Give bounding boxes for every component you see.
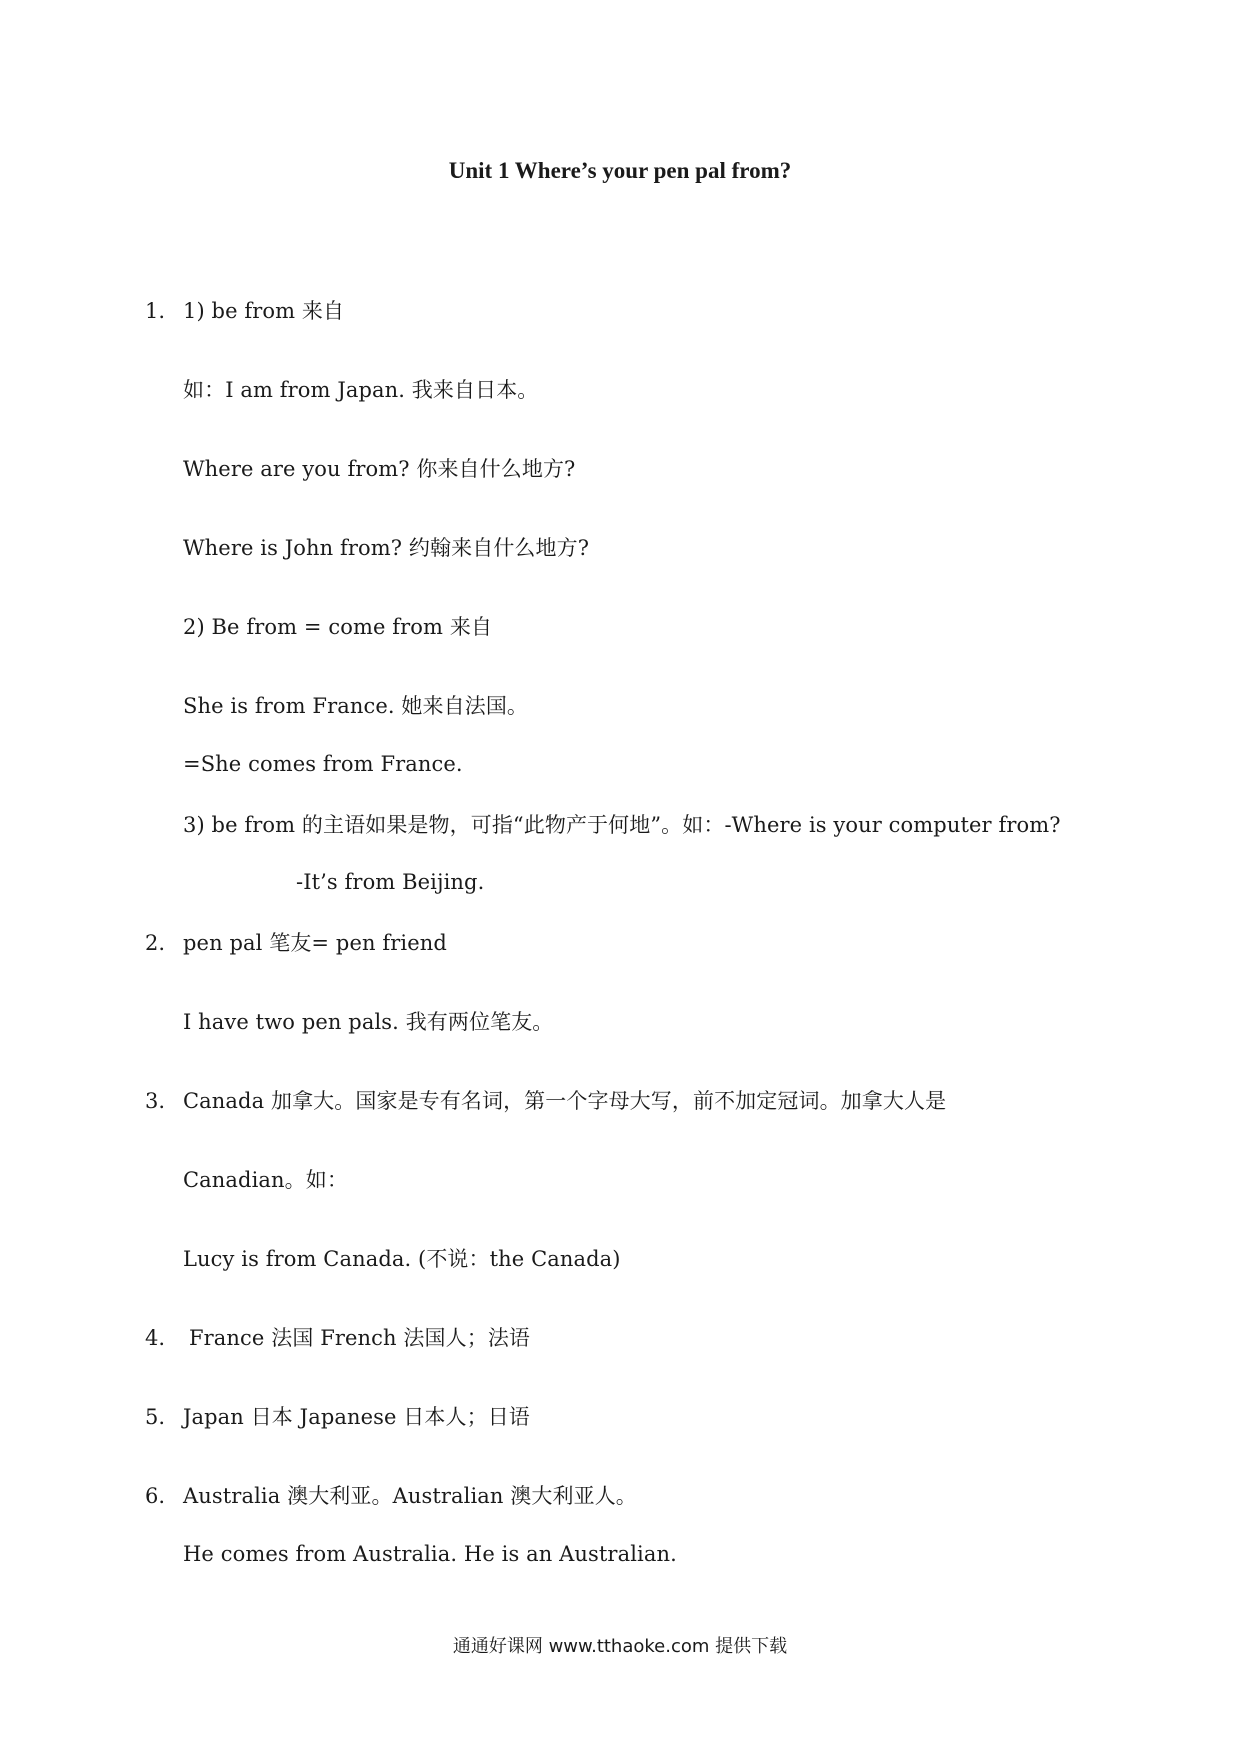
page-footer: 通通好课网 www.tthaoke.com 提供下载 — [452, 1636, 788, 1657]
item-line: He comes from Australia. He is an Australian. — [183, 1542, 677, 1566]
item-number: 4. — [145, 1326, 166, 1350]
item-line: Canadian。如： — [183, 1168, 348, 1192]
item-number: 6. — [145, 1484, 166, 1508]
item-number: 3. — [145, 1089, 166, 1113]
item-line: -It’s from Beijing. — [296, 870, 485, 894]
item-number: 1. — [145, 299, 166, 323]
item-line: Canada 加拿大。国家是专有名词，第一个字母大写，前不加定冠词。加拿大人是 — [183, 1089, 947, 1113]
page-title: Unit 1 Where’s your pen pal from? — [448, 158, 792, 183]
item-line: 如：I am from Japan. 我来自日本。 — [183, 378, 539, 402]
item-line: Where is John from? 约翰来自什么地方? — [183, 536, 590, 560]
item-line: Lucy is from Canada. (不说：the Canada) — [183, 1247, 621, 1271]
item-line: Where are you from? 你来自什么地方? — [183, 457, 576, 481]
item-line: I have two pen pals. 我有两位笔友。 — [183, 1010, 554, 1034]
item-line: =She comes from France. — [183, 752, 463, 776]
item-line: She is from France. 她来自法国。 — [183, 694, 529, 718]
item-line: 3) be from 的主语如果是物，可指“此物产于何地”。如：-Where is your computer from? — [183, 813, 1061, 837]
item-line: pen pal 笔友= pen friend — [183, 931, 447, 955]
item-line: France 法国 French 法国人；法语 — [189, 1326, 531, 1350]
item-number: 2. — [145, 931, 166, 955]
item-number: 5. — [145, 1405, 166, 1429]
item-line: 1) be from 来自 — [183, 299, 345, 323]
item-line: Australia 澳大利亚。Australian 澳大利亚人。 — [183, 1484, 637, 1508]
item-line: 2) Be from = come from 来自 — [183, 615, 493, 639]
item-line: Japan 日本 Japanese 日本人；日语 — [183, 1405, 530, 1429]
